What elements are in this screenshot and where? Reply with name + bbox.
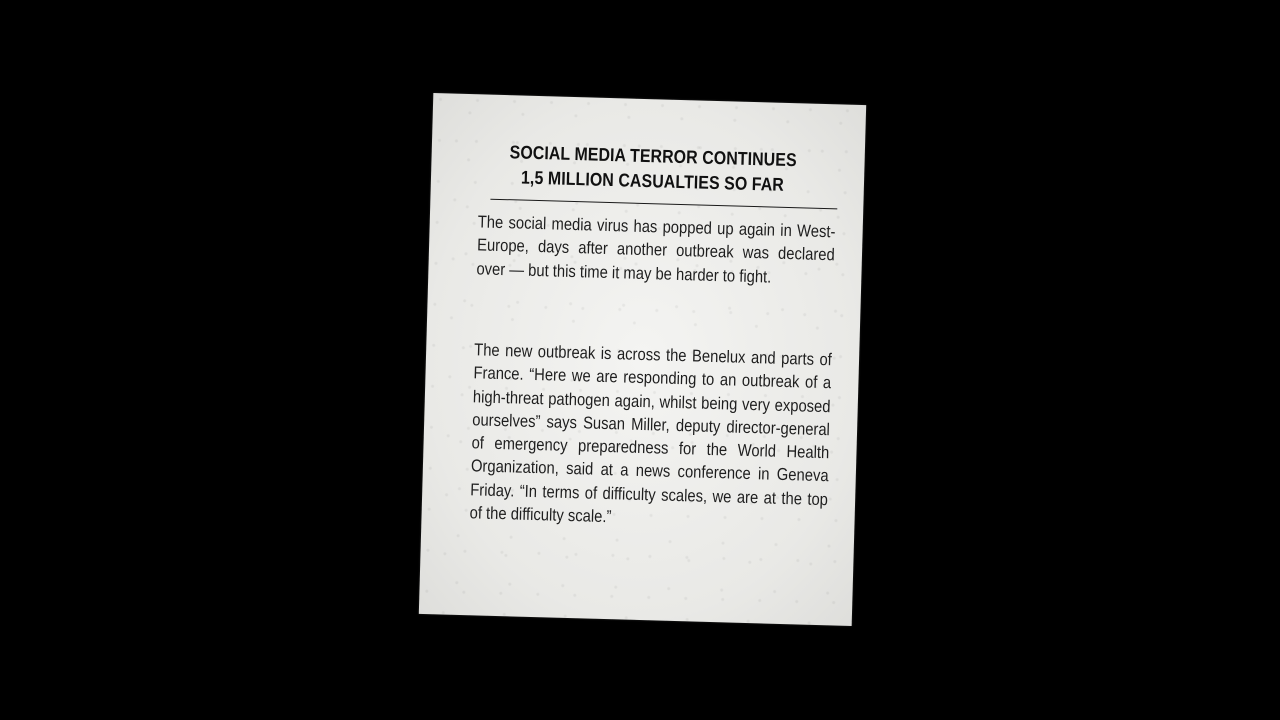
headline-line-2: 1,5 MILLION CASUALTIES SO FAR	[520, 166, 785, 195]
article-paragraph-2: The new outbreak is across the Benelux and parts of France. “Here we are responding to an outbreak of a high-threat pathogen again, whilst being very exposed ourselves” says Susan Miller, deputy director-general of emergency preparedness for the World Health Organization, said at a news conference in Geneva Friday. “In terms of difficulty scales, we are at the top of the difficulty scale.”	[469, 339, 833, 527]
headline-divider	[490, 199, 837, 210]
headline	[503, 139, 803, 197]
headline-line-1: SOCIAL MEDIA TERROR CONTINUES	[509, 141, 797, 171]
newspaper-clipping	[419, 93, 866, 626]
article-paragraph-1: The social media virus has popped up again in West-Europe, days after another outbreak was declared over — but this time it may be harder to fight.	[476, 211, 836, 287]
